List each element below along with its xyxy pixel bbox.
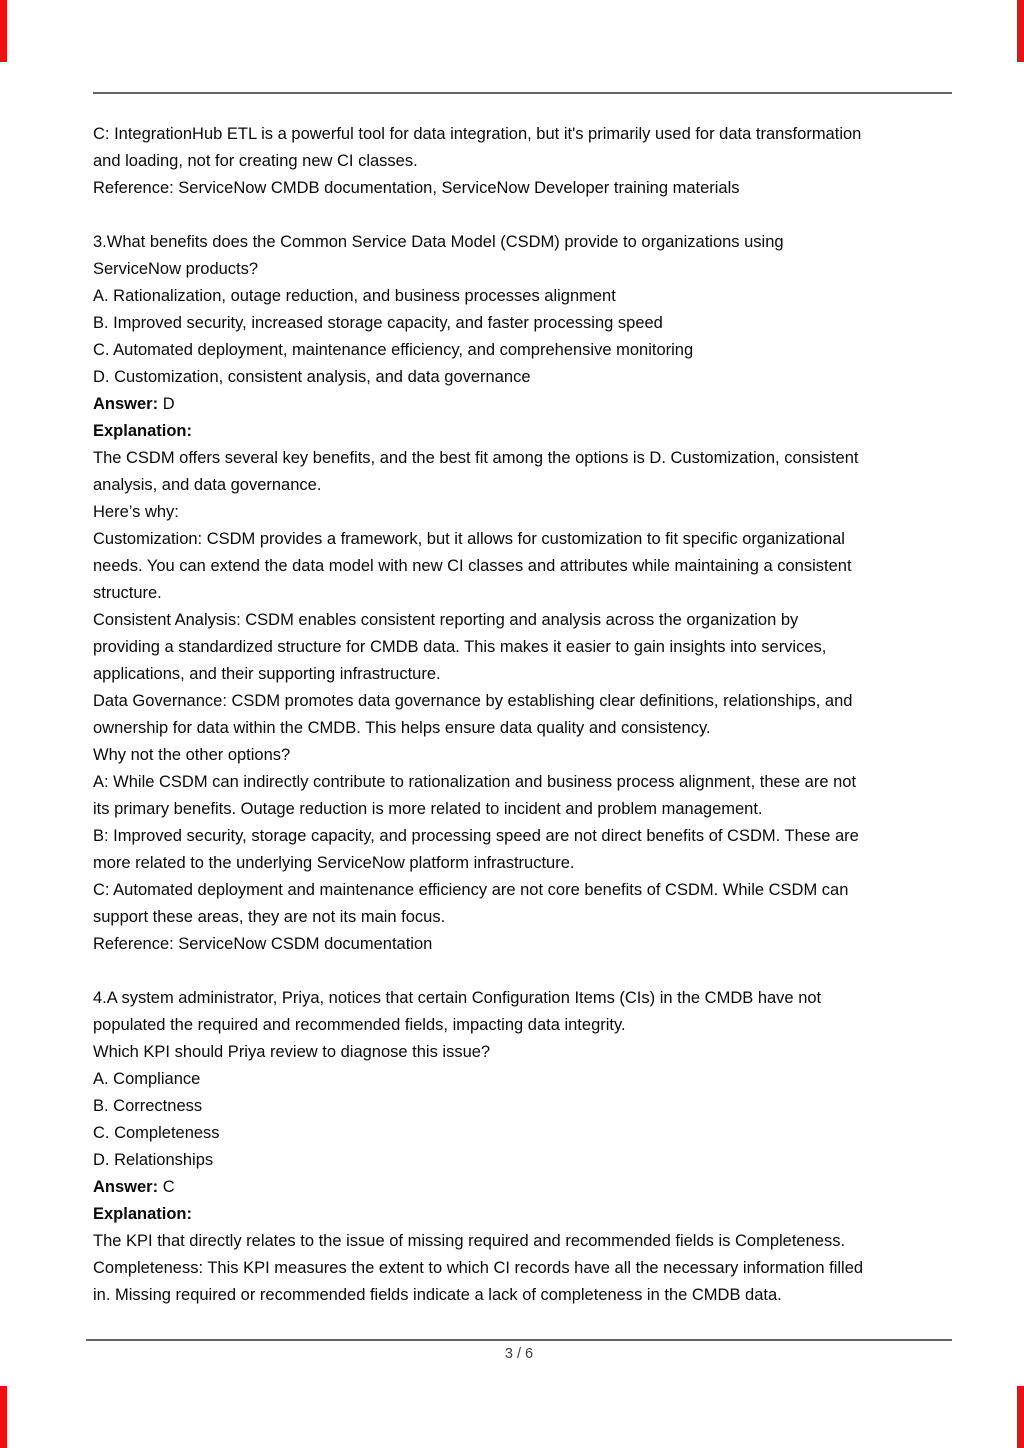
text-line: Why not the other options? — [93, 746, 291, 764]
text-line: Reference: ServiceNow CMDB documentation, ServiceNow Developer training materials — [93, 179, 740, 197]
text-line: and loading, not for creating new CI classes. — [93, 152, 418, 170]
page-number: 3 / 6 — [504, 1346, 534, 1362]
red-edge-marker-bottom-right — [1017, 1386, 1024, 1448]
text-line: B. Correctness — [93, 1097, 203, 1115]
text-line: ServiceNow products? — [93, 260, 259, 278]
text-line: Completeness: This KPI measures the extent to which CI records have all the necessary information filled — [93, 1259, 864, 1277]
text-line: in. Missing required or recommended fields indicate a lack of completeness in the CMDB data. — [93, 1286, 782, 1304]
text-line: B. Improved security, increased storage capacity, and faster processing speed — [93, 314, 663, 332]
document-body — [93, 121, 938, 1309]
blank-line — [93, 958, 938, 985]
text-line: Data Governance: CSDM promotes data governance by establishing clear definitions, relationships, and — [93, 692, 853, 710]
text-line: populated the required and recommended fields, impacting data integrity. — [93, 1016, 626, 1034]
text-line: more related to the underlying ServiceNow platform infrastructure. — [93, 854, 575, 872]
text-line: Answer: C — [93, 1178, 175, 1196]
text-line: 3.What benefits does the Common Service Data Model (CSDM) provide to organizations using — [93, 233, 784, 251]
text-line: Explanation: — [93, 422, 193, 440]
text-line: analysis, and data governance. — [93, 476, 322, 494]
text-line: its primary benefits. Outage reduction is more related to incident and problem management. — [93, 800, 763, 818]
text-line: Here’s why: — [93, 503, 179, 521]
text-line: Customization: CSDM provides a framework, but it allows for customization to fit specific organizational — [93, 530, 845, 548]
text-line: A. Compliance — [93, 1070, 201, 1088]
red-edge-marker-top-right — [1017, 0, 1024, 62]
text-line: B: Improved security, storage capacity, and processing speed are not direct benefits of CSDM. These are — [93, 827, 859, 845]
text-line: D. Relationships — [93, 1151, 214, 1169]
text-line: C: Automated deployment and maintenance efficiency are not core benefits of CSDM. While CSDM can — [93, 881, 849, 899]
text-line: D. Customization, consistent analysis, and data governance — [93, 368, 531, 386]
text-line: providing a standardized structure for CMDB data. This makes it easier to gain insights into services, — [93, 638, 827, 656]
text-line: The CSDM offers several key benefits, and the best fit among the options is D. Customization, consistent — [93, 449, 859, 467]
blank-line — [93, 202, 938, 229]
text-line: A. Rationalization, outage reduction, and business processes alignment — [93, 287, 616, 305]
text-line: support these areas, they are not its main focus. — [93, 908, 446, 926]
text-line: Answer: D — [93, 395, 175, 413]
footer-rule — [86, 1339, 952, 1341]
text-line: Explanation: — [93, 1205, 193, 1223]
text-line: The KPI that directly relates to the issue of missing required and recommended fields is Completeness. — [93, 1232, 846, 1250]
text-line: Consistent Analysis: CSDM enables consistent reporting and analysis across the organization by — [93, 611, 799, 629]
text-line: C: IntegrationHub ETL is a powerful tool for data integration, but it's primarily used for data transformation — [93, 125, 862, 143]
text-line: ownership for data within the CMDB. This helps ensure data quality and consistency. — [93, 719, 711, 737]
red-edge-marker-bottom-left — [0, 1386, 7, 1448]
text-line: Which KPI should Priya review to diagnose this issue? — [93, 1043, 491, 1061]
header-rule — [93, 92, 952, 94]
text-line: needs. You can extend the data model with new CI classes and attributes while maintaining a consistent — [93, 557, 852, 575]
text-line: applications, and their supporting infrastructure. — [93, 665, 441, 683]
text-line: C. Completeness — [93, 1124, 220, 1142]
text-line: 4.A system administrator, Priya, notices that certain Configuration Items (CIs) in the CMDB have not — [93, 989, 822, 1007]
text-line: C. Automated deployment, maintenance efficiency, and comprehensive monitoring — [93, 341, 694, 359]
text-line: structure. — [93, 584, 162, 602]
text-line: A: While CSDM can indirectly contribute to rationalization and business process alignment, these are not — [93, 773, 857, 791]
text-line: Reference: ServiceNow CSDM documentation — [93, 935, 433, 953]
red-edge-marker-top-left — [0, 0, 7, 62]
